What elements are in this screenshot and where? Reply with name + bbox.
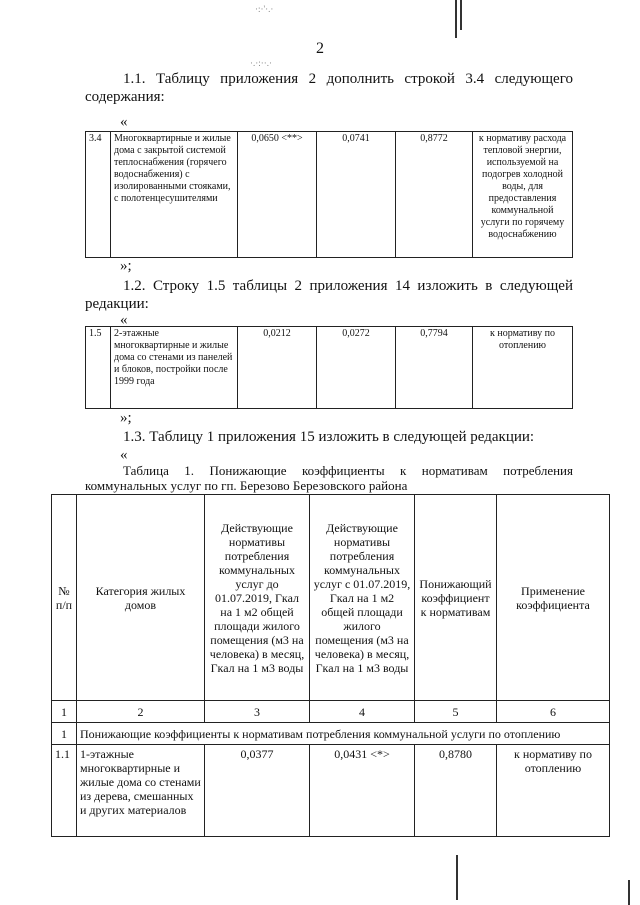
row-category: 1-этажные многоквартирные и жилые дома со стенами из дерева, смешанных и других материалов bbox=[77, 745, 205, 837]
header-norm-before: Действующие нормативы потребления коммунальных услуг до 01.07.2019, Гкал на 1 м2 общей площади жилого помещения (м3 на человека) в месяц, Гкал на 1 м3 воды bbox=[205, 495, 310, 701]
header-row bbox=[52, 495, 610, 701]
group-number: 1 bbox=[52, 723, 77, 745]
row-norm-before: 0,0212 bbox=[238, 327, 317, 409]
index-cell: 5 bbox=[415, 701, 497, 723]
row-coefficient: 0,8780 bbox=[415, 745, 497, 837]
index-row bbox=[52, 701, 610, 723]
header-num: № п/п bbox=[52, 495, 77, 701]
row-number: 3.4 bbox=[86, 132, 111, 258]
main-table bbox=[51, 494, 610, 837]
group-row bbox=[52, 723, 610, 745]
row-application: к нормативу расхода тепловой энергии, используемой на подогрев холодной воды, для предоставления коммунальной услуги по горячему водоснабжению bbox=[473, 132, 573, 258]
scan-mark-top2 bbox=[460, 0, 462, 30]
section-1-2-text: 1.2. Строку 1.5 таблицы 2 приложения 14 изложить в следующей редакции: bbox=[85, 278, 573, 312]
section-1-2-open-quote: « bbox=[120, 312, 128, 328]
index-cell: 1 bbox=[52, 701, 77, 723]
row-number: 1.5 bbox=[86, 327, 111, 409]
section-1-1-open-quote: « bbox=[120, 114, 128, 130]
header-category: Категория жилых домов bbox=[77, 495, 205, 701]
row-application: к нормативу по отоплению bbox=[497, 745, 610, 837]
index-cell: 6 bbox=[497, 701, 610, 723]
header-norm-after: Действующие нормативы потребления коммунальных услуг с 01.07.2019, Гкал на 1 м2 общей площади жилого помещения (м3 на человека) в месяц, Гкал на 1 м3 воды bbox=[310, 495, 415, 701]
table-row bbox=[86, 327, 573, 409]
section-1-3-text: 1.3. Таблицу 1 приложения 15 изложить в следующей редакции: bbox=[123, 429, 535, 445]
page-number: 2 bbox=[316, 40, 324, 57]
section-1-1-table bbox=[85, 131, 573, 258]
scan-noise-mid: ·.·:··.· bbox=[250, 58, 272, 68]
row-norm-after: 0,0272 bbox=[317, 327, 396, 409]
row-number: 1.1 bbox=[52, 745, 77, 837]
section-1-3-open-quote: « bbox=[120, 447, 128, 463]
section-1-2-close-quote: »; bbox=[120, 410, 132, 426]
row-norm-after: 0,0741 bbox=[317, 132, 396, 258]
scan-noise-top: ·:·'·.· bbox=[255, 4, 274, 14]
section-1-1-text: 1.1. Таблицу приложения 2 дополнить строкой 3.4 следующего содержания: bbox=[85, 71, 573, 105]
section-1-1-close-quote: »; bbox=[120, 258, 132, 274]
index-cell: 4 bbox=[310, 701, 415, 723]
row-category: 2-этажные многоквартирные и жилые дома со стенами из панелей и блоков, постройки после 1999 года bbox=[111, 327, 238, 409]
row-norm-before: 0,0650 <**> bbox=[238, 132, 317, 258]
section-1-2-table bbox=[85, 326, 573, 409]
row-coefficient: 0,7794 bbox=[396, 327, 473, 409]
row-norm-before: 0,0377 bbox=[205, 745, 310, 837]
table-caption: Таблица 1. Понижающие коэффициенты к нормативам потребления коммунальных услуг по гп. Березово Березовского района bbox=[85, 463, 573, 493]
table-row bbox=[52, 745, 610, 837]
scan-mark-bottom bbox=[456, 855, 458, 900]
row-norm-after: 0,0431 <*> bbox=[310, 745, 415, 837]
index-cell: 3 bbox=[205, 701, 310, 723]
row-category: Многоквартирные и жилые дома с закрытой системой теплоснабжения (горячего водоснабжения) с изолированными стояками, с полотенцесушителями bbox=[111, 132, 238, 258]
header-application: Применение коэффициента bbox=[497, 495, 610, 701]
scan-mark-top bbox=[455, 0, 457, 38]
index-cell: 2 bbox=[77, 701, 205, 723]
header-coefficient: Понижающий коэффициент к нормативам bbox=[415, 495, 497, 701]
group-title: Понижающие коэффициенты к нормативам потребления коммунальной услуги по отоплению bbox=[77, 723, 610, 745]
row-coefficient: 0,8772 bbox=[396, 132, 473, 258]
table-row bbox=[86, 132, 573, 258]
row-application: к нормативу по отоплению bbox=[473, 327, 573, 409]
scan-mark-right bbox=[628, 880, 630, 905]
